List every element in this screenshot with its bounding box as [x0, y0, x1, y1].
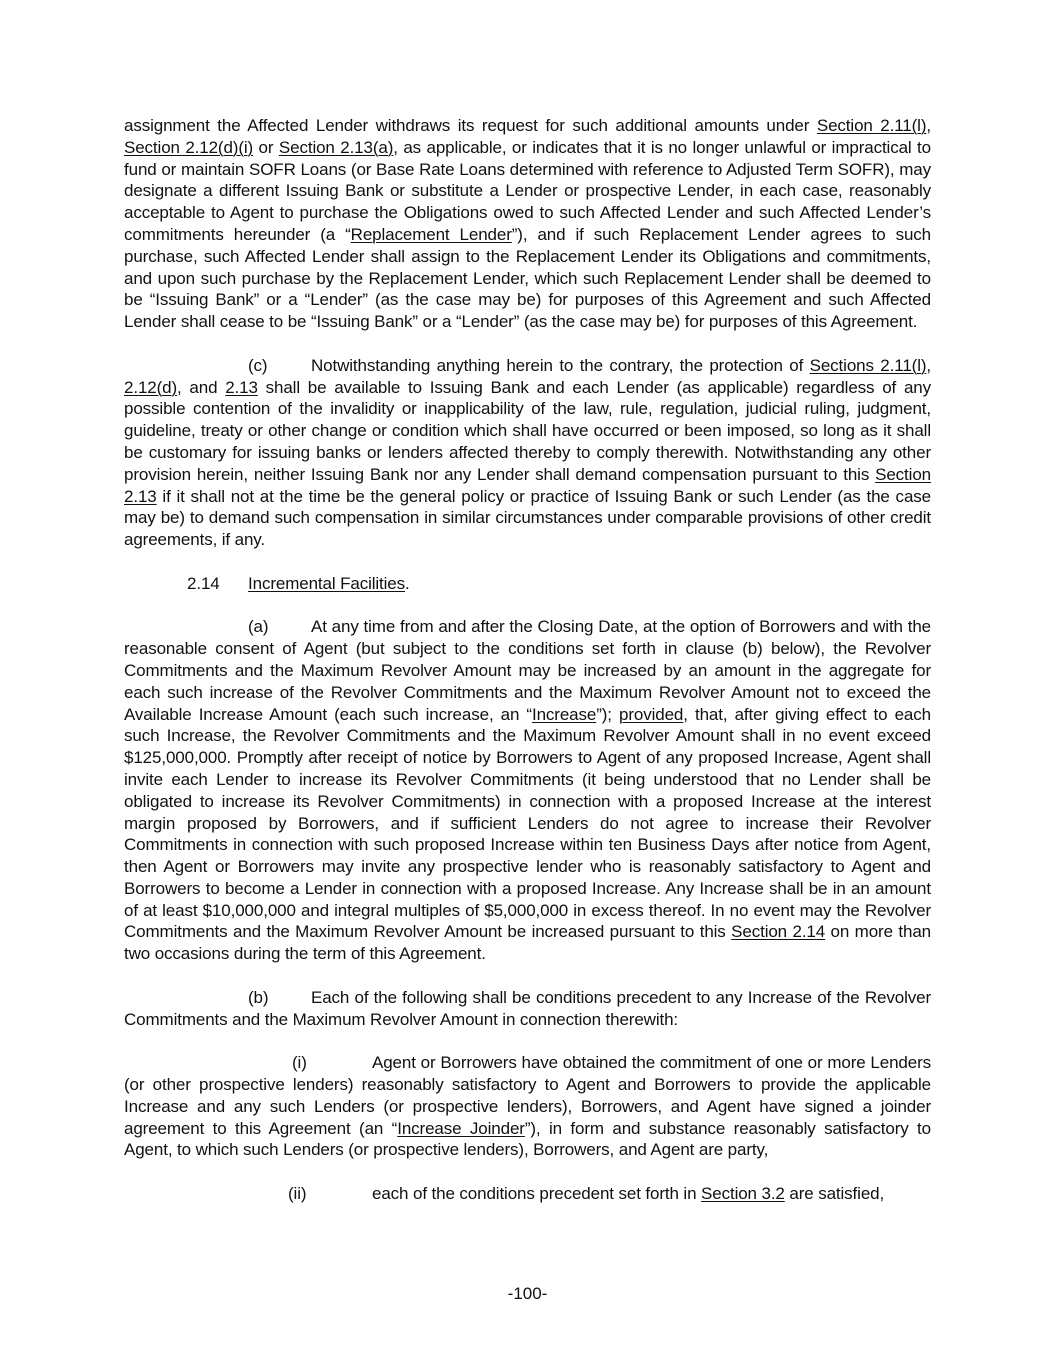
defined-term: Increase Joinder	[397, 1118, 525, 1138]
text-run: Agent or Borrowers have obtained the commitment of one or more Lenders (or other prospective lenders) reasonably satisfactory to Agent and Borrowers to provide the applicable Increase and any such Lenders (or prospective lenders), Borrowers, and Agent have signed a joinder agreement to this Agreement (an “	[124, 1053, 931, 1138]
text-run: Notwithstanding anything herein to the contrary, the protection of	[311, 355, 810, 375]
section-number: 2.14	[187, 573, 220, 593]
defined-term: Incremental Facilities	[248, 573, 406, 593]
paragraph-c-text	[124, 356, 931, 549]
text-run: ”), in form and substance reasonably satisfactory to Agent, to which such Lenders (or prospective lenders), Borrowers, and Agent are party,	[124, 1118, 931, 1160]
text-run: ,	[926, 116, 931, 135]
clause-label: (b)	[248, 987, 269, 1007]
defined-term: Replacement Lender	[350, 224, 512, 244]
text-run: , that, after giving effect to each such Increase, the Revolver Commitments and the Maximum Revolver Amount shall in no event exceed $125,000,000. Promptly after receipt of notice by Borrowers to Agent of any proposed Increase, Agent shall invite each Lender to increase its Revolver Commitments (it being understood that no Lender shall be obligated to increase its Revolver Commitments) in connection with a proposed Increase at the interest margin proposed by Borrowers, and if sufficient Lenders do not agree to increase their Revolver Commitments in connection with such proposed Increase within ten Business Days after notice from Agent, then Agent or Borrowers may invite any prospective lender who is reasonably satisfactory to Agent and Borrowers to become a Lender in connection with a proposed Increase. Any Increase shall be in an amount of at least $10,000,000 and integral multiples of $5,000,000 in excess thereof. In no event may the Revolver Commitments and the Maximum Revolver Amount be increased pursuant to this	[124, 704, 931, 942]
document-body	[124, 115, 931, 1205]
text-run: ,	[926, 355, 931, 375]
cross-reference-link[interactable]: 2.13	[225, 377, 258, 397]
clause-label: (c)	[248, 355, 268, 375]
cross-reference-link[interactable]: Section 3.2	[701, 1184, 785, 1204]
text-run: or	[253, 137, 279, 157]
text-run: if it shall not at the time be the general policy or practice of Issuing Bank or such Lender (as the case may be) to demand such compensation in similar circumstances under comparable provisions of other credit agreements, if any.	[124, 486, 931, 550]
subclause-label: (ii)	[288, 1184, 307, 1204]
section-title	[248, 574, 410, 593]
text-run: shall be available to Issuing Bank and each Lender (as applicable) regardless of any possible contention of the invalidity or inapplicability of the law, rule, regulation, judicial ruling, judgment, guideline, treaty or other change or condition which shall have occurred or been imposed, so long as it shall be customary for issuing banks or lenders affected thereby to comply therewith. Notwithstanding any other provision herein, neither Issuing Bank nor any Lender shall demand compensation pursuant to this	[124, 377, 931, 484]
text-run: assignment the Affected Lender withdraws its request for such additional amounts under	[124, 116, 817, 135]
cross-reference-link[interactable]: 2.12(d)	[124, 377, 178, 397]
text-run: At any time from and after the Closing Date, at the option of Borrowers and with the reasonable consent of Agent (but subject to the conditions set forth in clause (b) below), the Revolver Commitments and the Maximum Revolver Amount may be increased by an amount in the aggregate for each such increase of the Revolver Commitments and the Maximum Revolver Amount not to exceed the Available Increase Amount (each such increase, an “	[124, 617, 931, 724]
defined-term: provided	[619, 704, 684, 724]
cross-reference-link[interactable]: Section 2.13(a)	[278, 137, 394, 157]
text-run: ”), and if such Replacement Lender agrees to such purchase, such Affected Lender shall assign to the Replacement Lender its Obligations and commitments, and upon such purchase by the Replacement Lender, which such Replacement Lender shall be deemed to be “Issuing Bank” or a “Lender” (as the case may be) for purposes of this Agreement and such Affected Lender shall cease to be “Issuing Bank” or a “Lender” (as the case may be) for purposes of this Agreement.	[124, 224, 932, 332]
text-run: , as applicable, or indicates that it is no longer unlawful or impractical to fund or maintain SOFR Loans (or Base Rate Loans determined with reference to Adjusted Term SOFR), may designate a different Issuing Bank or substitute a Lender or prospective Lender, in each case, reasonably acceptable to Agent to purchase the Obligations owed to such Affected Lender and such Affected Lender’s commitments hereunder (a “	[124, 137, 931, 244]
paragraph-b-text	[124, 988, 931, 1029]
paragraph-i	[124, 1052, 931, 1161]
cross-reference-link[interactable]: Section 2.12(d)(i)	[124, 137, 254, 157]
subclause-label: (i)	[292, 1053, 307, 1073]
paragraph-a-text	[124, 617, 931, 963]
clause-label: (a)	[248, 617, 269, 637]
cross-reference-link[interactable]: Section 2.11(l)	[816, 116, 927, 135]
text-run: each of the conditions precedent set forth in	[372, 1184, 702, 1204]
paragraph-ii-text	[372, 1184, 884, 1203]
page-number: -100-	[507, 1284, 548, 1303]
paragraph-continuation	[124, 115, 931, 333]
text-run: are satisfied,	[784, 1184, 885, 1204]
paragraph-a	[124, 616, 931, 965]
defined-term: Increase	[531, 704, 597, 724]
text-run: ”);	[596, 704, 620, 724]
paragraph-ii	[124, 1183, 931, 1205]
text-run: .	[405, 573, 410, 593]
section-heading-2-14	[124, 573, 931, 595]
text-run: on more than two occasions during the term of this Agreement.	[124, 922, 931, 964]
paragraph-b	[124, 987, 931, 1031]
cross-reference-link[interactable]: Section 2.14	[731, 922, 826, 942]
paragraph-i-text	[124, 1053, 931, 1159]
cross-reference-link[interactable]: Section 2.13	[124, 464, 931, 506]
paragraph-c	[124, 355, 931, 551]
text-run: Each of the following shall be conditions precedent to any Increase of the Revolver Commitments and the Maximum Revolver Amount in connection therewith:	[124, 987, 931, 1029]
cross-reference-link[interactable]: Sections 2.11(l)	[809, 355, 927, 375]
text-run: , and	[177, 377, 226, 397]
